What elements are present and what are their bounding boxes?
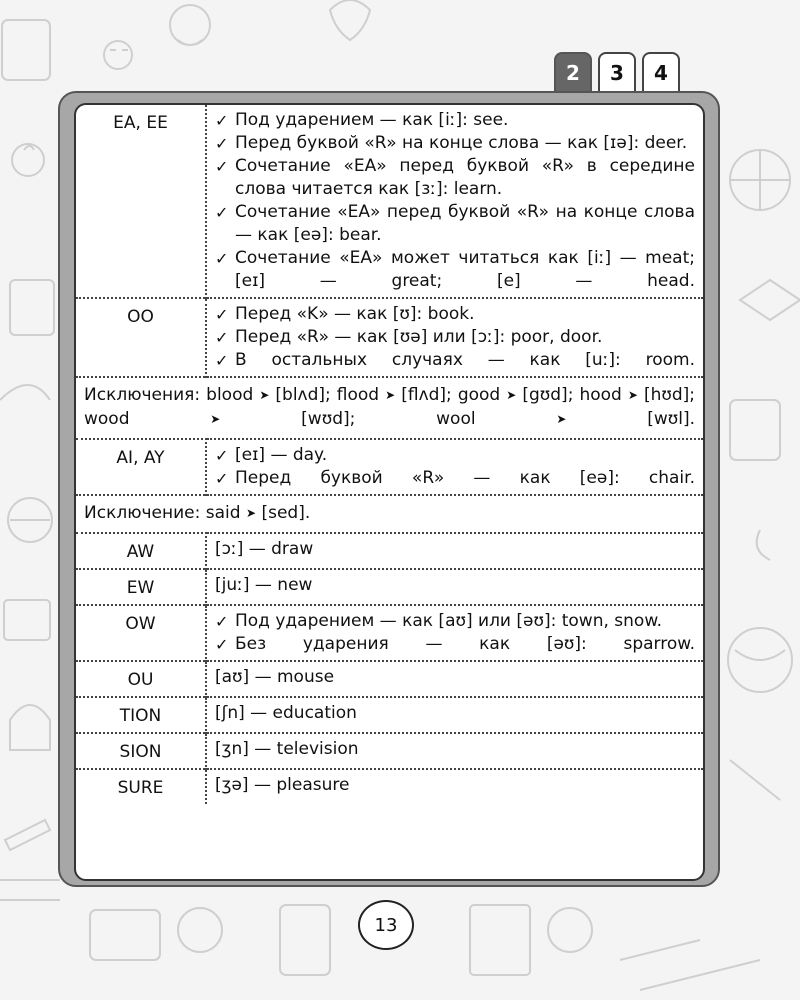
row-value: [aʊ] — mouse bbox=[206, 661, 703, 697]
table-row bbox=[76, 769, 703, 804]
row-value: [ʃn] — education bbox=[206, 697, 703, 733]
row-key: OU bbox=[76, 661, 206, 697]
row-rules: ✓ Под ударением — как [iː]: see. ✓ Перед буквой «R» на конце слова — как [ɪə]: deer. ✓ Сочетание «EA» перед буквой «R» в середине слова читается как [ɜː]: learn. ✓ Сочетание «EA» перед буквой «R» на конце слова — как [eə]: bear. ✓ Сочетание «EA» может читаться как [iː] — meat; [eɪ] — great; [e] — head. bbox=[215, 110, 695, 291]
arrow-right-icon: ➤ bbox=[245, 506, 257, 520]
arrow-right-icon: ➤ bbox=[556, 412, 567, 426]
check-icon: ✓ bbox=[215, 351, 229, 370]
page-number: 13 bbox=[358, 900, 414, 950]
check-icon: ✓ bbox=[215, 635, 229, 654]
tab-3[interactable]: 3 bbox=[598, 52, 636, 92]
row-rules: ✓ [eɪ] — day. ✓ Перед буквой «R» — как [eə]: chair. bbox=[206, 439, 703, 495]
exception-note: Исключение: said ➤ [sed]. bbox=[76, 495, 703, 533]
table-row bbox=[76, 105, 703, 298]
row-key: AW bbox=[76, 533, 206, 569]
row-key: SURE bbox=[76, 769, 206, 804]
check-icon: ✓ bbox=[215, 305, 229, 324]
row-key: EW bbox=[76, 569, 206, 605]
arrow-right-icon: ➤ bbox=[627, 388, 638, 402]
tab-2[interactable]: 2 bbox=[554, 52, 592, 92]
table-row bbox=[76, 733, 703, 769]
row-key: TION bbox=[76, 697, 206, 733]
row-rules: ✓ Под ударением — как [aʊ] или [əʊ]: town, snow. ✓ Без ударения — как [əʊ]: sparrow. bbox=[206, 605, 703, 661]
exceptions-note: Исключения: blood ➤ [blʌd]; flood ➤ [flʌd]; good ➤ [gʊd]; hood ➤ [hʊd]; wood ➤ [wʊd]; wool ➤ [wʊl]. bbox=[76, 377, 703, 439]
row-value: [ʒn] — television bbox=[206, 733, 703, 769]
row-key: EA, EE bbox=[76, 105, 206, 298]
row-rules: ✓ Перед «K» — как [ʊ]: book. ✓ Перед «R» — как [ʊə] или [ɔː]: poor, door. ✓ В остальных случаях — как [uː]: room. bbox=[206, 298, 703, 377]
table-row bbox=[76, 298, 703, 377]
check-icon: ✓ bbox=[215, 203, 229, 222]
table-row bbox=[76, 439, 703, 495]
row-key: SION bbox=[76, 733, 206, 769]
check-icon: ✓ bbox=[215, 134, 229, 153]
table-row bbox=[76, 661, 703, 697]
check-icon: ✓ bbox=[215, 612, 229, 631]
tab-4[interactable]: 4 bbox=[642, 52, 680, 92]
row-value: [juː] — new bbox=[206, 569, 703, 605]
table-row bbox=[76, 605, 703, 661]
table-row bbox=[76, 377, 703, 439]
arrow-right-icon: ➤ bbox=[385, 388, 396, 402]
table-row bbox=[76, 495, 703, 533]
check-icon: ✓ bbox=[215, 111, 229, 130]
table-row bbox=[76, 533, 703, 569]
row-key: AI, AY bbox=[76, 439, 206, 495]
row-value: [ɔː] — draw bbox=[206, 533, 703, 569]
phonetics-table bbox=[74, 103, 705, 881]
table-row bbox=[76, 697, 703, 733]
check-icon: ✓ bbox=[215, 469, 229, 488]
arrow-right-icon: ➤ bbox=[259, 388, 270, 402]
arrow-right-icon: ➤ bbox=[210, 412, 221, 426]
check-icon: ✓ bbox=[215, 328, 229, 347]
check-icon: ✓ bbox=[215, 446, 229, 465]
page-tabs bbox=[554, 52, 680, 92]
check-icon: ✓ bbox=[215, 157, 229, 176]
row-value: [ʒə] — pleasure bbox=[206, 769, 703, 804]
arrow-right-icon: ➤ bbox=[506, 388, 517, 402]
table-row bbox=[76, 569, 703, 605]
row-key: OW bbox=[76, 605, 206, 661]
row-key: OO bbox=[76, 298, 206, 377]
check-icon: ✓ bbox=[215, 249, 229, 268]
